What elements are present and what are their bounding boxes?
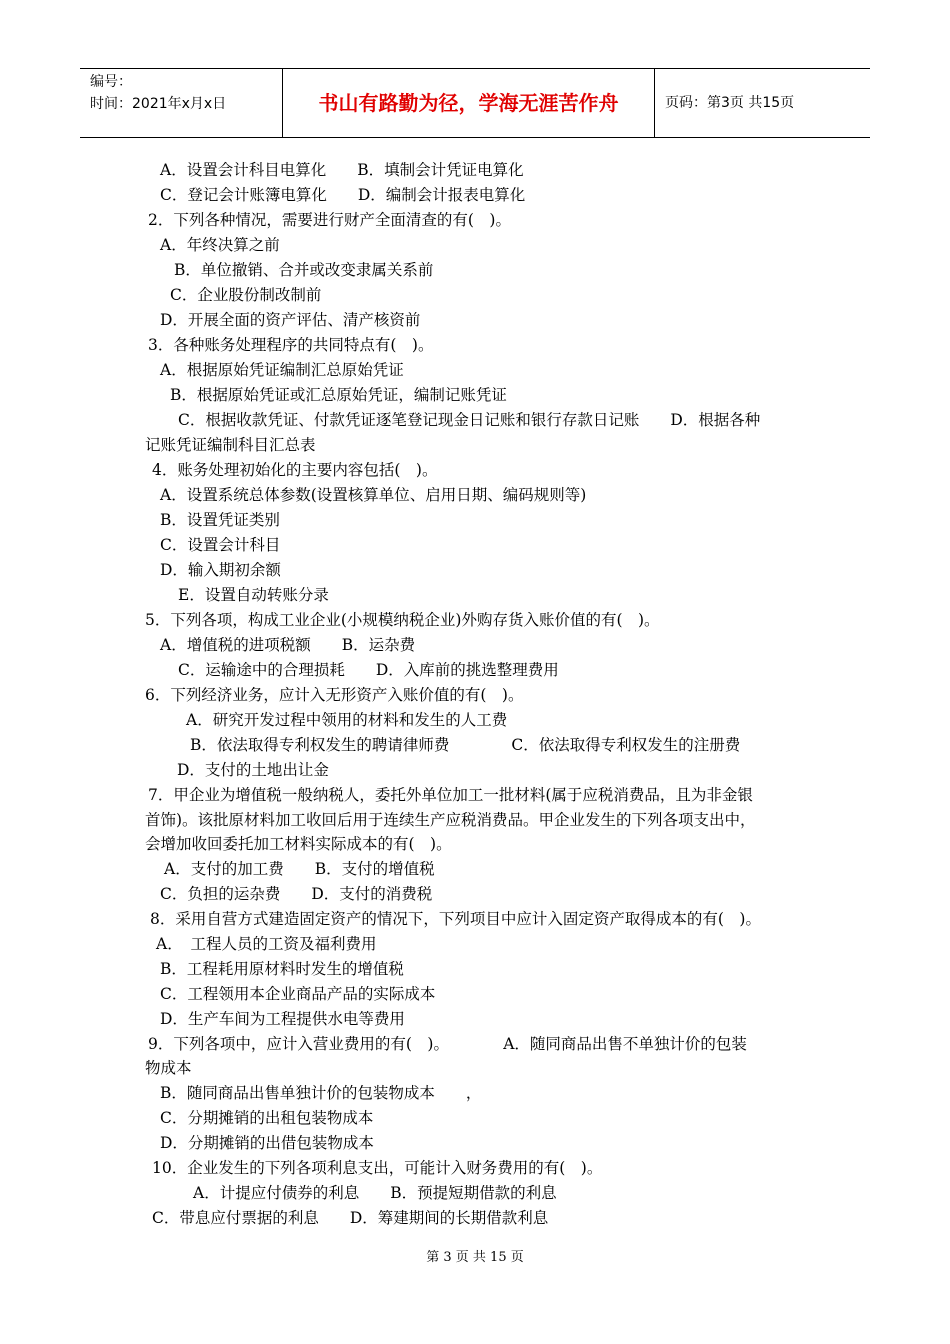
text-line: C．运输途中的合理损耗 D．入库前的挑选整理费用 (178, 661, 559, 679)
text-line: A．研究开发过程中领用的材料和发生的人工费 (186, 711, 508, 729)
text-line: 7．甲企业为增值税一般纳税人，委托外单位加工一批材料(属于应税消费品，且为非金银 (148, 786, 753, 804)
text-line: 9．下列各项中，应计入营业费用的有( )。 A．随同商品出售不单独计价的包装 (148, 1035, 747, 1053)
text-line: C．工程领用本企业商品产品的实际成本 (160, 985, 436, 1003)
text-line: A．年终决算之前 (160, 236, 280, 254)
text-line: B．根据原始凭证或汇总原始凭证，编制记账凭证 (170, 386, 507, 404)
text-line: 6．下列经济业务，应计入无形资产入账价值的有( )。 (145, 686, 524, 704)
page-footer: 第 3 页 共 15 页 (426, 1250, 524, 1265)
text-line: C．企业股份制改制前 (170, 286, 322, 304)
text-line: 首饰)。该批原材料加工收回后用于连续生产应税消费品。甲企业发生的下列各项支出中， (145, 811, 756, 829)
text-line: D．开展全面的资产评估、清产核资前 (160, 311, 421, 329)
text-line: A． 工程人员的工资及福利费用 (156, 935, 377, 953)
text-line: 5．下列各项，构成工业企业(小规模纳税企业)外购存货入账价值的有( )。 (145, 611, 660, 629)
number-label: 编号： (90, 74, 132, 90)
text-line: A．支付的加工费 B．支付的增值税 (164, 860, 435, 878)
text-line: B．随同商品出售单独计价的包装物成本 ， (160, 1084, 482, 1102)
text-line: A．计提应付债券的利息 B．预提短期借款的利息 (193, 1184, 557, 1202)
text-line: 记账凭证编制科目汇总表 (145, 436, 316, 454)
text-line: C．分期摊销的出租包装物成本 (160, 1109, 374, 1127)
text-line: 8．采用自营方式建造固定资产的情况下，下列项目中应计入固定资产取得成本的有( )。 (150, 910, 761, 928)
text-line: A．根据原始凭证编制汇总原始凭证 (160, 361, 404, 379)
text-line: 物成本 (145, 1059, 192, 1077)
text-line: 2．下列各种情况，需要进行财产全面清查的有( )。 (148, 211, 511, 229)
text-line: D．生产车间为工程提供水电等费用 (160, 1010, 405, 1028)
text-line: C．设置会计科目 (160, 536, 281, 554)
text-line: A．设置会计科目电算化 B．填制会计凭证电算化 (160, 161, 524, 179)
text-line: 会增加收回委托加工材料实际成本的有( )。 (145, 835, 452, 853)
header-motto: 书山有路勤为径，学海无涯苦作舟 (283, 69, 655, 137)
text-line: B．依法取得专利权发生的聘请律师费 C．依法取得专利权发生的注册费 (190, 736, 741, 754)
text-line: C．带息应付票据的利息 D．筹建期间的长期借款利息 (152, 1209, 549, 1227)
date-label: 时间：2021年x月x日 (90, 96, 227, 112)
text-line: A．增值税的进项税额 B．运杂费 (160, 636, 416, 654)
page-header (80, 68, 870, 138)
text-line: E．设置自动转账分录 (178, 586, 329, 604)
text-line: C．根据收款凭证、付款凭证逐笔登记现金日记账和银行存款日记账 D．根据各种 (178, 411, 761, 429)
text-line: C．负担的运杂费 D．支付的消费税 (160, 885, 433, 903)
text-line: 4．账务处理初始化的主要内容包括( )。 (152, 461, 438, 479)
text-line: 10．企业发生的下列各项利息支出，可能计入财务费用的有( )。 (152, 1159, 603, 1177)
text-line: B．单位撤销、合并或改变隶属关系前 (174, 261, 434, 279)
text-line: 3．各种账务处理程序的共同特点有( )。 (148, 336, 434, 354)
header-page-info: 页码：第3页 共15页 (665, 95, 795, 111)
header-meta (80, 69, 283, 137)
text-line: D．输入期初余额 (160, 561, 281, 579)
text-line: B．设置凭证类别 (160, 511, 280, 529)
text-line: C．登记会计账簿电算化 D．编制会计报表电算化 (160, 186, 526, 204)
text-line: D．分期摊销的出借包装物成本 (160, 1134, 374, 1152)
text-line: D．支付的土地出让金 (177, 761, 329, 779)
text-line: A．设置系统总体参数(设置核算单位、启用日期、编码规则等) (160, 486, 587, 504)
text-line: B．工程耗用原材料时发生的增值税 (160, 960, 404, 978)
